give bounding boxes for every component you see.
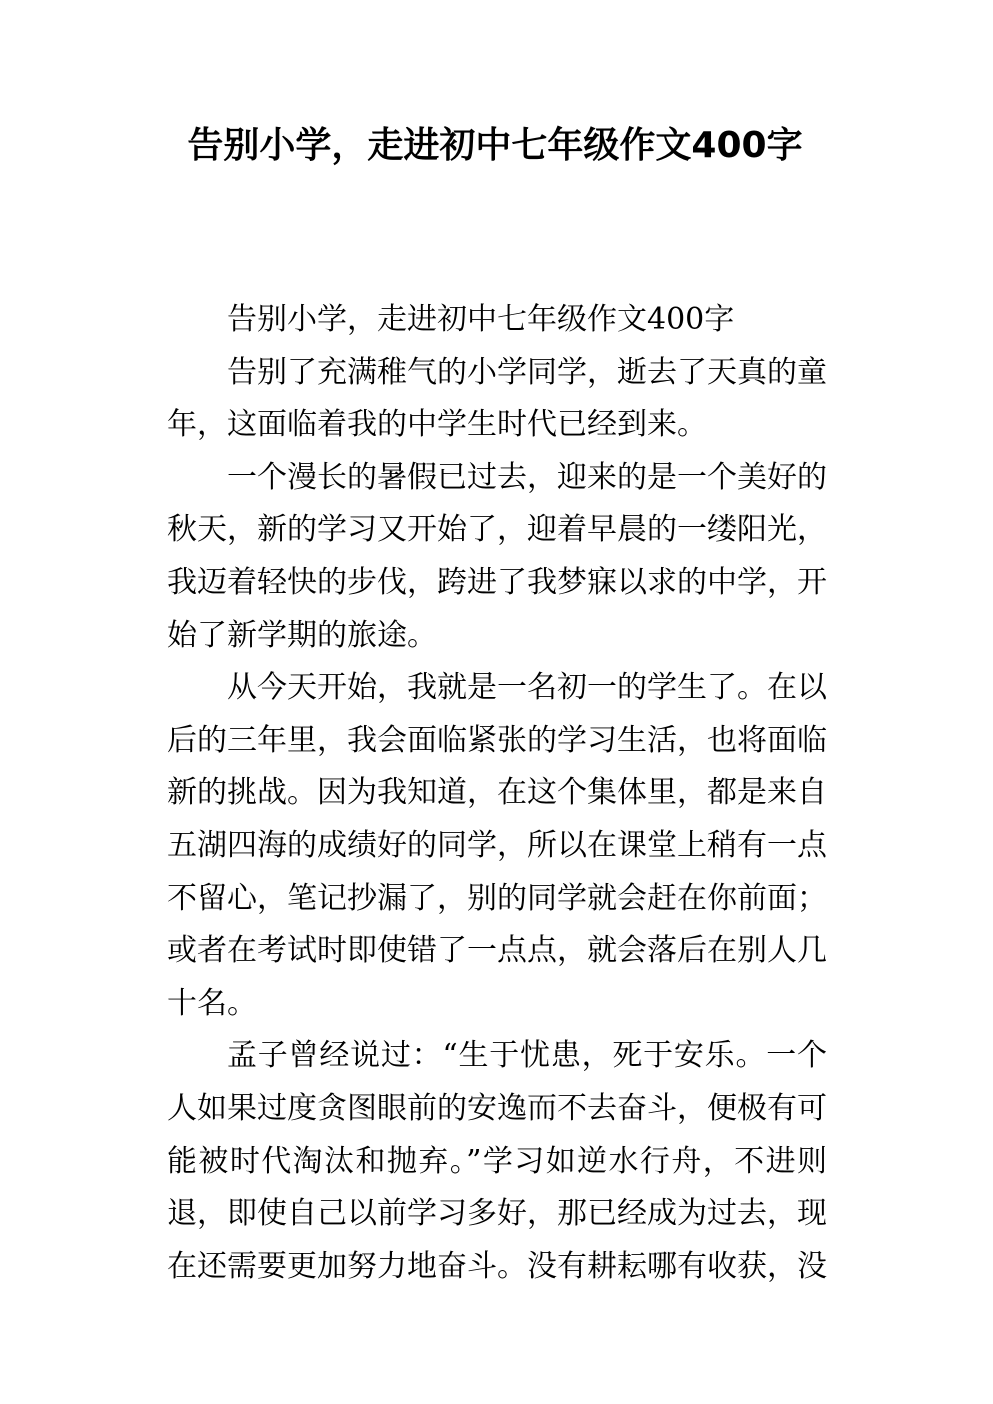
document-title: 告别小学，走进初中七年级作文400字 [187, 125, 803, 166]
paragraph-subtitle: 告别小学，走进初中七年级作文400字 [227, 302, 735, 337]
paragraph: 孟子曾经说过：“生于忧患，死于安乐。一个人如果过度贪图眼前的安逸而不去奋斗，便极有可能被时代淘汰和抛弃。”学习如逆水行舟，不进则退，即使自己以前学习多好，那已经成为过去，现在还需要更加努力地奋斗。没有耕耘哪有收获，没 [167, 1038, 827, 1284]
paragraph: 一个漫长的暑假已过去，迎来的是一个美好的秋天，新的学习又开始了，迎着早晨的一缕阳光，我迈着轻快的步伐，跨进了我梦寐以求的中学，开始了新学期的旅途。 [167, 459, 827, 653]
paragraph: 告别了充满稚气的小学同学，逝去了天真的童年，这面临着我的中学生时代已经到来。 [167, 354, 827, 443]
paragraph: 从今天开始，我就是一名初一的学生了。在以后的三年里，我会面临紧张的学习生活，也将面临新的挑战。因为我知道，在这个集体里，都是来自五湖四海的成绩好的同学，所以在课堂上稍有一点不留心，笔记抄漏了，别的同学就会赶在你前面；或者在考试时即使错了一点点，就会落后在别人几十名。 [167, 670, 827, 1021]
document-body [167, 294, 827, 1293]
